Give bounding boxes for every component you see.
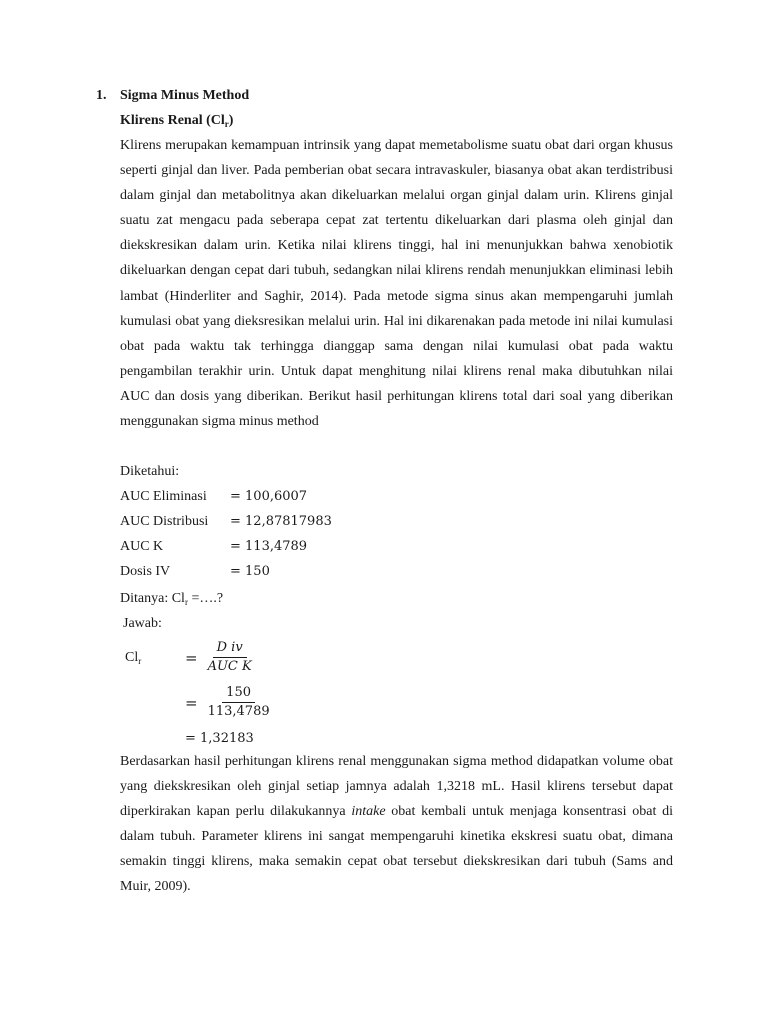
conclusion-italic-term: intake <box>351 804 386 820</box>
given-row <box>120 512 332 532</box>
answer-lhs-symbol: Cl <box>125 650 139 665</box>
substituted-fraction <box>185 685 274 720</box>
conclusion-part-1: Berdasarkan hasil perhitungan klirens renal menggunakan sigma method didapatkan volume obat yang diekskresikan oleh ginjal setiap jamnya adalah 1,3218 mL. Hasil klirens tersebut dapat diperkirakan kapan perlu dilakukannya <box>120 754 673 820</box>
conclusion-paragraph <box>120 749 673 900</box>
fraction-numerator: 150 <box>222 685 255 703</box>
subsection-heading <box>120 111 233 134</box>
formula-fraction <box>185 640 256 675</box>
given-row <box>120 537 307 557</box>
section-title: Sigma Minus Method <box>120 88 250 103</box>
fraction <box>204 640 256 675</box>
given-value: = 100,6007 <box>230 489 308 504</box>
conclusion-part-2: obat kembali untuk menjaga konsentrasi obat di dalam tubuh. Parameter klirens ini sangat mempengaruhi kinetika ekskresi suatu obat, dimana semakin tinggi klirens, maka semakin cepat obat tersebut diekskresikan dari tubuh (Sams and Muir, 2009). <box>120 804 673 895</box>
given-name: AUC K <box>120 539 164 554</box>
given-value: = 12,87817983 <box>230 514 332 529</box>
subsection-close: ) <box>228 113 234 128</box>
equals-sign: = <box>185 693 198 712</box>
asked-subscript: r <box>184 597 188 607</box>
asked-suffix: =….? <box>187 591 224 606</box>
given-label: Diketahui: <box>120 464 180 479</box>
answer-lhs-subscript: r <box>138 656 142 666</box>
section-number: 1. <box>96 88 107 103</box>
given-row <box>120 562 270 582</box>
fraction-denominator: 113,4789 <box>207 704 270 719</box>
asked-line <box>120 589 223 612</box>
given-name: AUC Eliminasi <box>120 489 207 504</box>
given-value: = 150 <box>230 564 270 579</box>
answer-lhs <box>125 648 141 671</box>
fraction-numerator: D iv <box>213 640 247 658</box>
intro-paragraph: Klirens merupakan kemampuan intrinsik yang dapat memetabolisme suatu obat dari organ khusus seperti ginjal dan liver. Pada pemberian obat secara intravaskuler, biasanya obat akan terdistribusi dalam ginjal dan metabolitnya akan dikeluarkan melalui organ ginjal dalam urin. Klirens ginjal suatu zat mengacu pada seberapa cepat zat tertentu dikeluarkan dari plasma oleh ginjal dan diekskresikan dalam urin. Ketika nilai klirens tinggi, hal ini menunjukkan bahwa xenobiotik dikeluarkan dengan cepat dari tubuh, sedangkan nilai klirens rendah menunjukkan eliminasi lebih lambat (Hinderliter and Saghir, 2014). Pada metode sigma sinus akan mempengaruhi jumlah kumulasi obat yang dieksresikan melalui urin. Hal ini dikarenakan pada metode ini nilai kumulasi obat pada waktu tak terhingga dianggap sama dengan nilai kumulasi obat pada waktu pengambilan terakhir urin. Untuk dapat menghitung nilai klirens renal maka dibutuhkan nilai AUC dan dosis yang diberikan. Berikut hasil perhitungan klirens total dari soal yang diberikan menggunakan sigma minus method <box>120 138 673 430</box>
subsection-subscript: r <box>224 119 229 129</box>
given-row <box>120 487 307 507</box>
section-heading <box>96 86 249 106</box>
fraction-denominator: AUC K <box>207 659 252 674</box>
given-value: = 113,4789 <box>230 539 308 554</box>
asked-prefix: Ditanya: Cl <box>120 591 185 606</box>
answer-label: Jawab: <box>123 616 162 631</box>
answer-result: = 1,32183 <box>185 731 254 746</box>
given-name: Dosis IV <box>120 564 171 579</box>
given-name: AUC Distribusi <box>120 514 209 529</box>
equals-sign: = <box>185 648 198 667</box>
fraction <box>204 685 274 720</box>
subsection-title: Klirens Renal (Cl <box>120 113 225 128</box>
